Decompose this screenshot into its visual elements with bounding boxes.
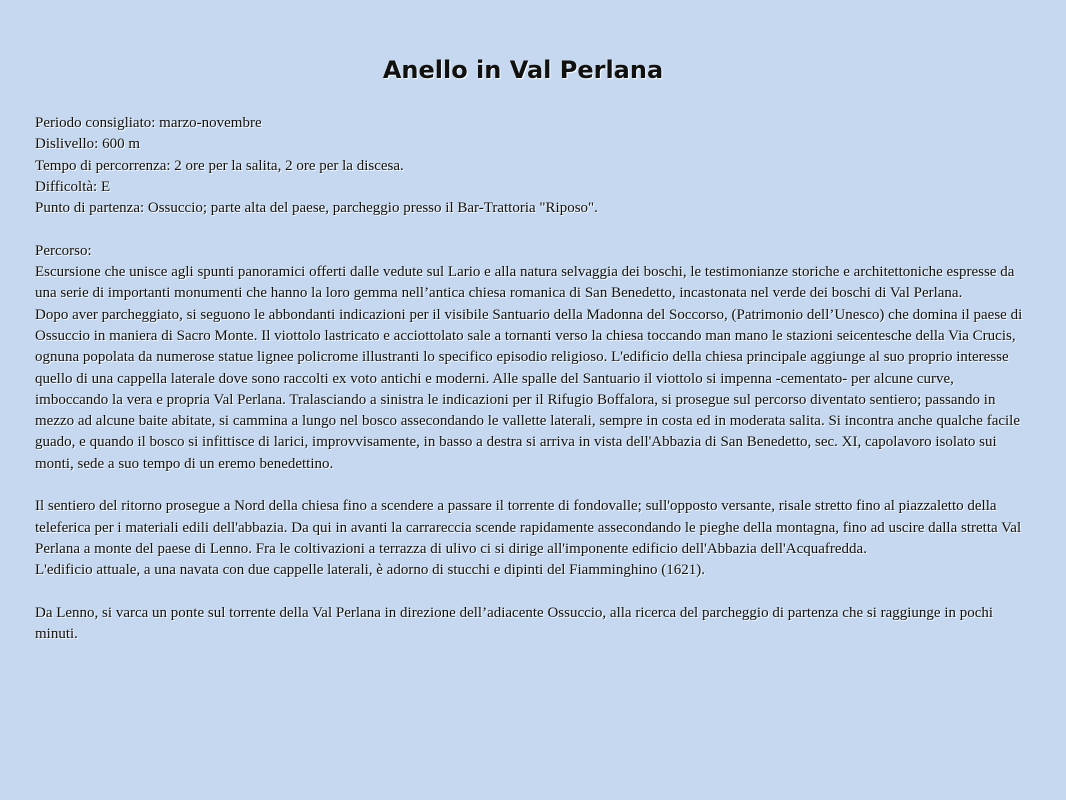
info-tempo: Tempo di percorrenza: 2 ore per la salita, 2 ore per la discesa.: [35, 157, 404, 174]
spacer: [35, 219, 1025, 240]
page-title: Anello in Val Perlana: [382, 56, 664, 84]
spacer: [35, 475, 1025, 496]
info-dislivello: Dislivello: 600 m: [35, 136, 140, 153]
spacer: [35, 582, 1025, 603]
paragraph-1: Escursione che unisce agli spunti panoramici offerti dalle vedute sul Lario e alla natura selvaggia dei boschi, le testimonianze storiche e architettoniche espresse da una serie di importanti monumenti che hanno la loro gemma nell’antica chiesa romanica di San Benedetto, incastonata nel verde dei boschi di Val Perlana.: [35, 264, 1015, 302]
document-body: [35, 113, 1025, 645]
info-periodo: Periodo consigliato: marzo-novembre: [35, 115, 262, 131]
paragraph-4: L'edificio attuale, a una navata con due cappelle laterali, è adorno di stucchi e dipinti del Fiamminghino (1621).: [35, 562, 705, 579]
info-difficolta: Difficoltà: E: [35, 178, 111, 195]
info-partenza: Punto di partenza: Ossuccio; parte alta del paese, parcheggio presso il Bar-Trattoria "Riposo".: [35, 200, 598, 217]
paragraph-2: Dopo aver parcheggiato, si seguono le abbondanti indicazioni per il visibile Santuario della Madonna del Soccorso, (Patrimonio dell’Unesco) che domina il paese di Ossuccio in maniera di Sacro Monte. Il viottolo lastricato e acciottolato sale a tornanti verso la chiesa toccando man mano le stazioni seicentesche della Via Crucis, ognuna popolata da numerose statue lignee policrome illustranti lo specifico episodio religioso. L'edificio della chiesa principale aggiunge al suo proprio interesse quello di una cappella laterale dove sono raccolti ex voto antichi e moderni. Alle spalle del Santuario il viottolo si impenna -cementato- per alcune curve, imboccando la vera e propria Val Perlana. Tralasciando a sinistra le indicazioni per il Rifugio Boffalora, si prosegue sul percorso diventato sentiero; passando in mezzo ad alcune baite abitate, si cammina a lungo nel bosco assecondando le vallette laterali, sempre in costa ed in moderata salita. Si incontra anche qualche facile guado, e quando il bosco si infittisce di larici, improvvisamente, in basso a destra si arriva in vista dell'Abbazia di San Benedetto, sec. XI, capolavoro isolato sui monti, sede a suo tempo di un eremo benedettino.: [35, 306, 1023, 472]
paragraph-3: Il sentiero del ritorno prosegue a Nord della chiesa fino a scendere a passare il torrente di fondovalle; sull'opposto versante, risale stretto fino al piazzaletto della teleferica per i materiali edili dell'abbazia. Da qui in avanti la carrareccia scende rapidamente assecondando le pieghe della montagna, fino ad uscire dalla stretta Val Perlana a monte del paese di Lenno. Fra le coltivazioni a terrazza di ulivo ci si dirige all'imponente edificio dell'Abbazia dell'Acquafredda.: [35, 498, 1022, 557]
paragraph-5: Da Lenno, si varca un ponte sul torrente della Val Perlana in direzione dell’adiacente Ossuccio, alla ricerca del parcheggio di partenza che si raggiunge in pochi minuti.: [35, 604, 994, 643]
percorso-heading: Percorso:: [35, 242, 92, 259]
